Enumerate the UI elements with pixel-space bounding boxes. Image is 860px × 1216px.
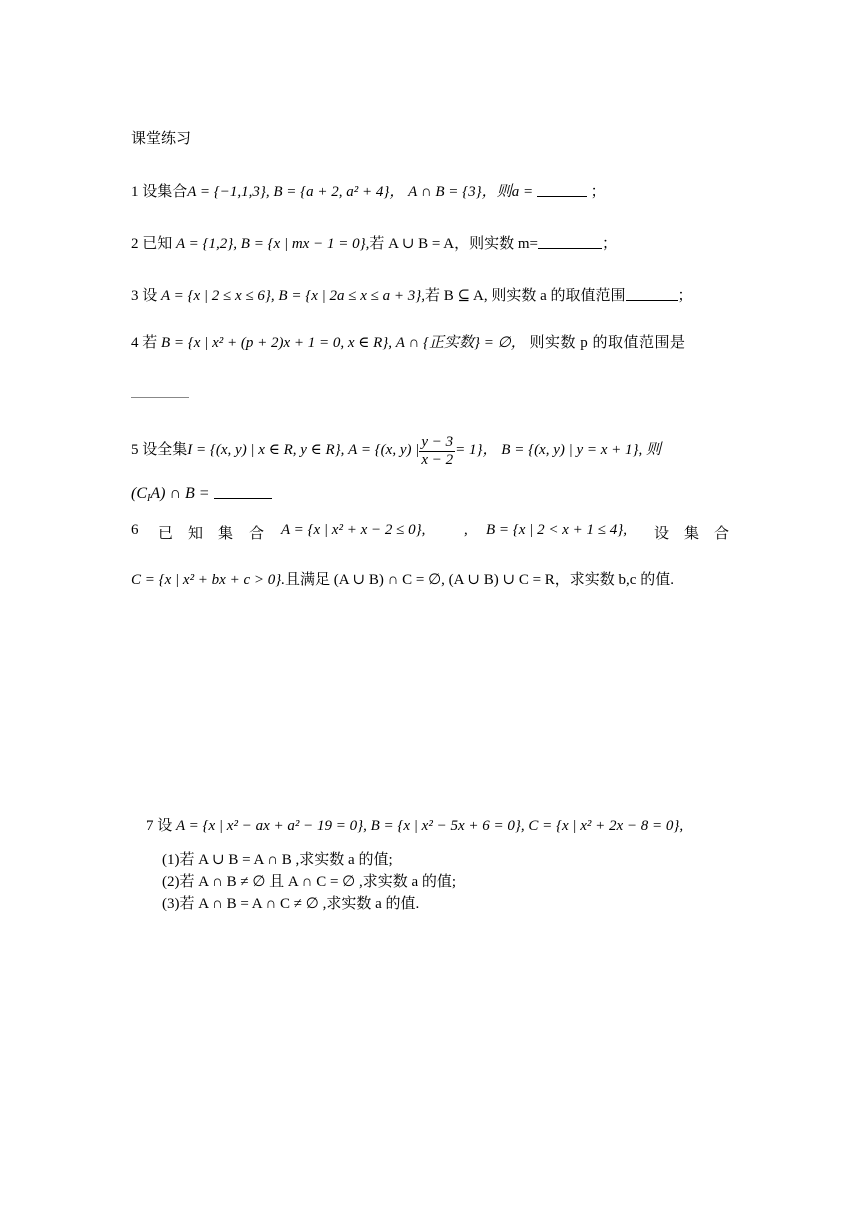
q2-tail: ；	[602, 236, 618, 252]
q6-word-3: 集	[218, 526, 234, 542]
q5-set-a-prefix: A = {(x, y) |	[348, 442, 420, 458]
q3-sets: A = {x | 2 ≤ x ≤ 6}, B = {x | 2a ≤ x ≤ a + 3},	[161, 288, 425, 304]
q7-number: 7	[146, 818, 154, 834]
q5-answer-label-suffix: A) ∩ B =	[150, 485, 210, 502]
q1-intersection: A ∩ B = {3}，则	[408, 184, 512, 200]
question-5	[131, 433, 661, 467]
q4-tail: 则实数 p 的取值范围是	[529, 335, 686, 351]
q5-answer-blank[interactable]	[214, 484, 272, 499]
q1-prefix: 设集合	[142, 184, 188, 200]
q7-sets: A = {x | x² − ax + a² − 19 = 0}, B = {x | x² − 5x + 6 = 0}, C = {x | x² + 2x − 8 = 0},	[176, 818, 684, 834]
question-3	[131, 286, 693, 306]
q6-word-1: 已	[158, 526, 174, 542]
q7-part-3: (3)若 A ∩ B = A ∩ C ≠ ∅ ,求实数 a 的值.	[162, 896, 420, 912]
q6-comma: ,	[464, 522, 468, 538]
q7-part-2: (2)若 A ∩ B ≠ ∅ 且 A ∩ C = ∅ ,求实数 a 的值;	[162, 874, 457, 890]
q1-set-a: A = {−1,1,3}, B = {a + 2, a² + 4}，	[187, 184, 405, 200]
page-title: 课堂练习	[131, 131, 192, 147]
q5-fraction-denominator: x − 2	[421, 451, 454, 468]
q1-number: 1	[131, 184, 139, 200]
q6-condition: 且满足 (A ∪ B) ∩ C = ∅, (A ∪ B) ∪ C = R，求实数 b,c 的值.	[285, 572, 674, 588]
q3-prefix: 设	[142, 288, 158, 304]
q1-answer-blank[interactable]	[537, 182, 587, 197]
q4-answer-blank[interactable]	[131, 383, 189, 398]
q6-word-2: 知	[188, 526, 204, 542]
q4-set-b: B = {x | x² + (p + 2)x + 1 = 0, x ∈ R},	[161, 335, 393, 351]
q5-prefix: 设全集	[142, 442, 188, 458]
q7-prefix: 设	[157, 818, 173, 834]
q6-set-c: C = {x | x² + bx + c > 0}.	[131, 572, 285, 588]
q5-fraction-numerator: y − 3	[421, 433, 454, 450]
q6-line-2	[131, 570, 674, 590]
q3-number: 3	[131, 288, 139, 304]
q4-condition: A ∩ {正实数} = ∅，	[395, 335, 526, 351]
q6-set-a: A = {x | x² + x − 2 ≤ 0},	[281, 522, 426, 538]
q3-tail: ；	[677, 288, 693, 304]
q5-set-i: I = {(x, y) | x ∈ R, y ∈ R},	[187, 442, 345, 458]
q5-answer-label: (C	[131, 485, 147, 502]
q6-word-4: 合	[249, 526, 265, 542]
question-4	[131, 333, 685, 353]
q1-tail: ；	[590, 184, 606, 200]
q6-number: 6	[131, 522, 139, 538]
q2-number: 2	[131, 236, 139, 252]
q5-set-b: B = {(x, y) | y = x + 1}, 则	[501, 442, 662, 458]
q7-part-1: (1)若 A ∪ B = A ∩ B ,求实数 a 的值;	[162, 852, 393, 868]
question-7	[146, 816, 683, 836]
q2-prefix: 已知	[142, 236, 173, 252]
q5-set-a-suffix: = 1}，	[455, 442, 498, 458]
q2-sets: A = {1,2}, B = {x | mx − 1 = 0},	[176, 236, 370, 252]
q6-word-7: 合	[714, 526, 730, 542]
q2-answer-blank[interactable]	[538, 234, 602, 249]
q4-number: 4	[131, 335, 139, 351]
q3-condition: 若 B ⊆ A, 则实数 a 的取值范围	[425, 288, 626, 304]
q6-set-b: B = {x | 2 < x + 1 ≤ 4},	[486, 522, 627, 538]
q1-answer-label: a =	[511, 184, 534, 200]
q5-answer-line	[131, 484, 272, 504]
q6-word-5: 设	[654, 526, 670, 542]
q5-number: 5	[131, 442, 139, 458]
question-2	[131, 234, 617, 254]
q2-condition: 若 A ∪ B = A，则实数 m=	[369, 236, 538, 252]
q3-answer-blank[interactable]	[626, 286, 678, 301]
q5-answer-subscript: I	[147, 493, 151, 504]
q4-answer-line	[131, 383, 189, 403]
question-1	[131, 182, 606, 202]
q6-word-6: 集	[684, 526, 700, 542]
q5-fraction	[419, 434, 455, 468]
q4-prefix: 若	[142, 335, 158, 351]
